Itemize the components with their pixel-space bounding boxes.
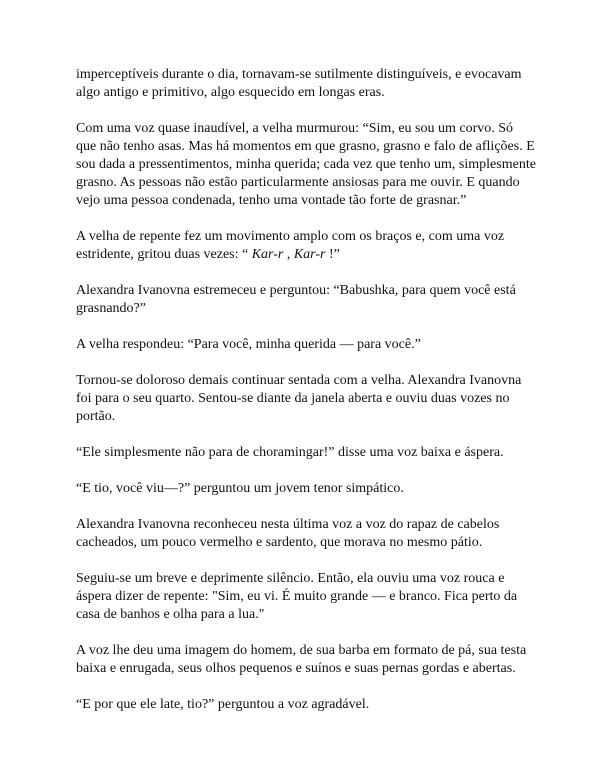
paragraph: “E por que ele late, tio?” perguntou a voz agradável. <box>76 697 370 712</box>
paragraph: Alexandra Ivanovna estremeceu e perguntou: “Babushka, para quem você está grasnando?” <box>76 283 516 316</box>
paragraph <box>76 228 536 264</box>
paragraph-text: A velha de repente fez um movimento amplo com os braços e, com uma voz estridente, gritou duas vezes: “ <box>76 229 505 262</box>
paragraph: “E tio, você viu—?” perguntou um jovem tenor simpático. <box>76 481 404 496</box>
italic-cry: Kar-r <box>251 247 284 262</box>
text-body <box>76 66 536 732</box>
paragraph: Alexandra Ivanovna reconheceu nesta última voz a voz do rapaz de cabelos cacheados, um pouco vermelho e sardento, que morava no mesmo pátio. <box>76 517 500 550</box>
paragraph: imperceptíveis durante o dia, tornavam-se sutilmente distinguíveis, e evocavam algo antigo e primitivo, algo esquecido em longas eras. <box>76 67 522 100</box>
paragraph-text: , <box>283 247 294 262</box>
paragraph: “Ele simplesmente não para de choramingar!” disse uma voz baixa e áspera. <box>76 445 504 460</box>
paragraph: A voz lhe deu uma imagem do homem, de sua barba em formato de pá, sua testa baixa e enrugada, seus olhos pequenos e suínos e suas pernas gordas e abertas. <box>76 643 527 676</box>
paragraph-text: !” <box>325 247 340 262</box>
paragraph: Com uma voz quase inaudível, a velha murmurou: “Sim, eu sou um corvo. Só que não tenho asas. Mas há momentos em que grasno, grasno e falo de aflições. E sou dada a pressentimentos, minha querida; cada vez que tenho um, simplesmente grasno. As pessoas não estão particularmente ansiosas para me ouvir. E quando vejo uma pessoa condenada, tenho uma vontade tão forte de grasnar.” <box>76 121 536 208</box>
paragraph: Tornou-se doloroso demais continuar sentada com a velha. Alexandra Ivanovna foi para o seu quarto. Sentou-se diante da janela aberta e ouviu duas vozes no portão. <box>76 373 522 424</box>
paragraph: A velha respondeu: “Para você, minha querida — para você.” <box>76 337 421 352</box>
italic-cry: Kar-r <box>293 247 326 262</box>
paragraph: Seguiu-se um breve e deprimente silêncio. Então, ela ouviu uma voz rouca e áspera dizer de repente: "Sim, eu vi. É muito grande — e branco. Fica perto da casa de banhos e olha para a lua." <box>76 571 518 622</box>
